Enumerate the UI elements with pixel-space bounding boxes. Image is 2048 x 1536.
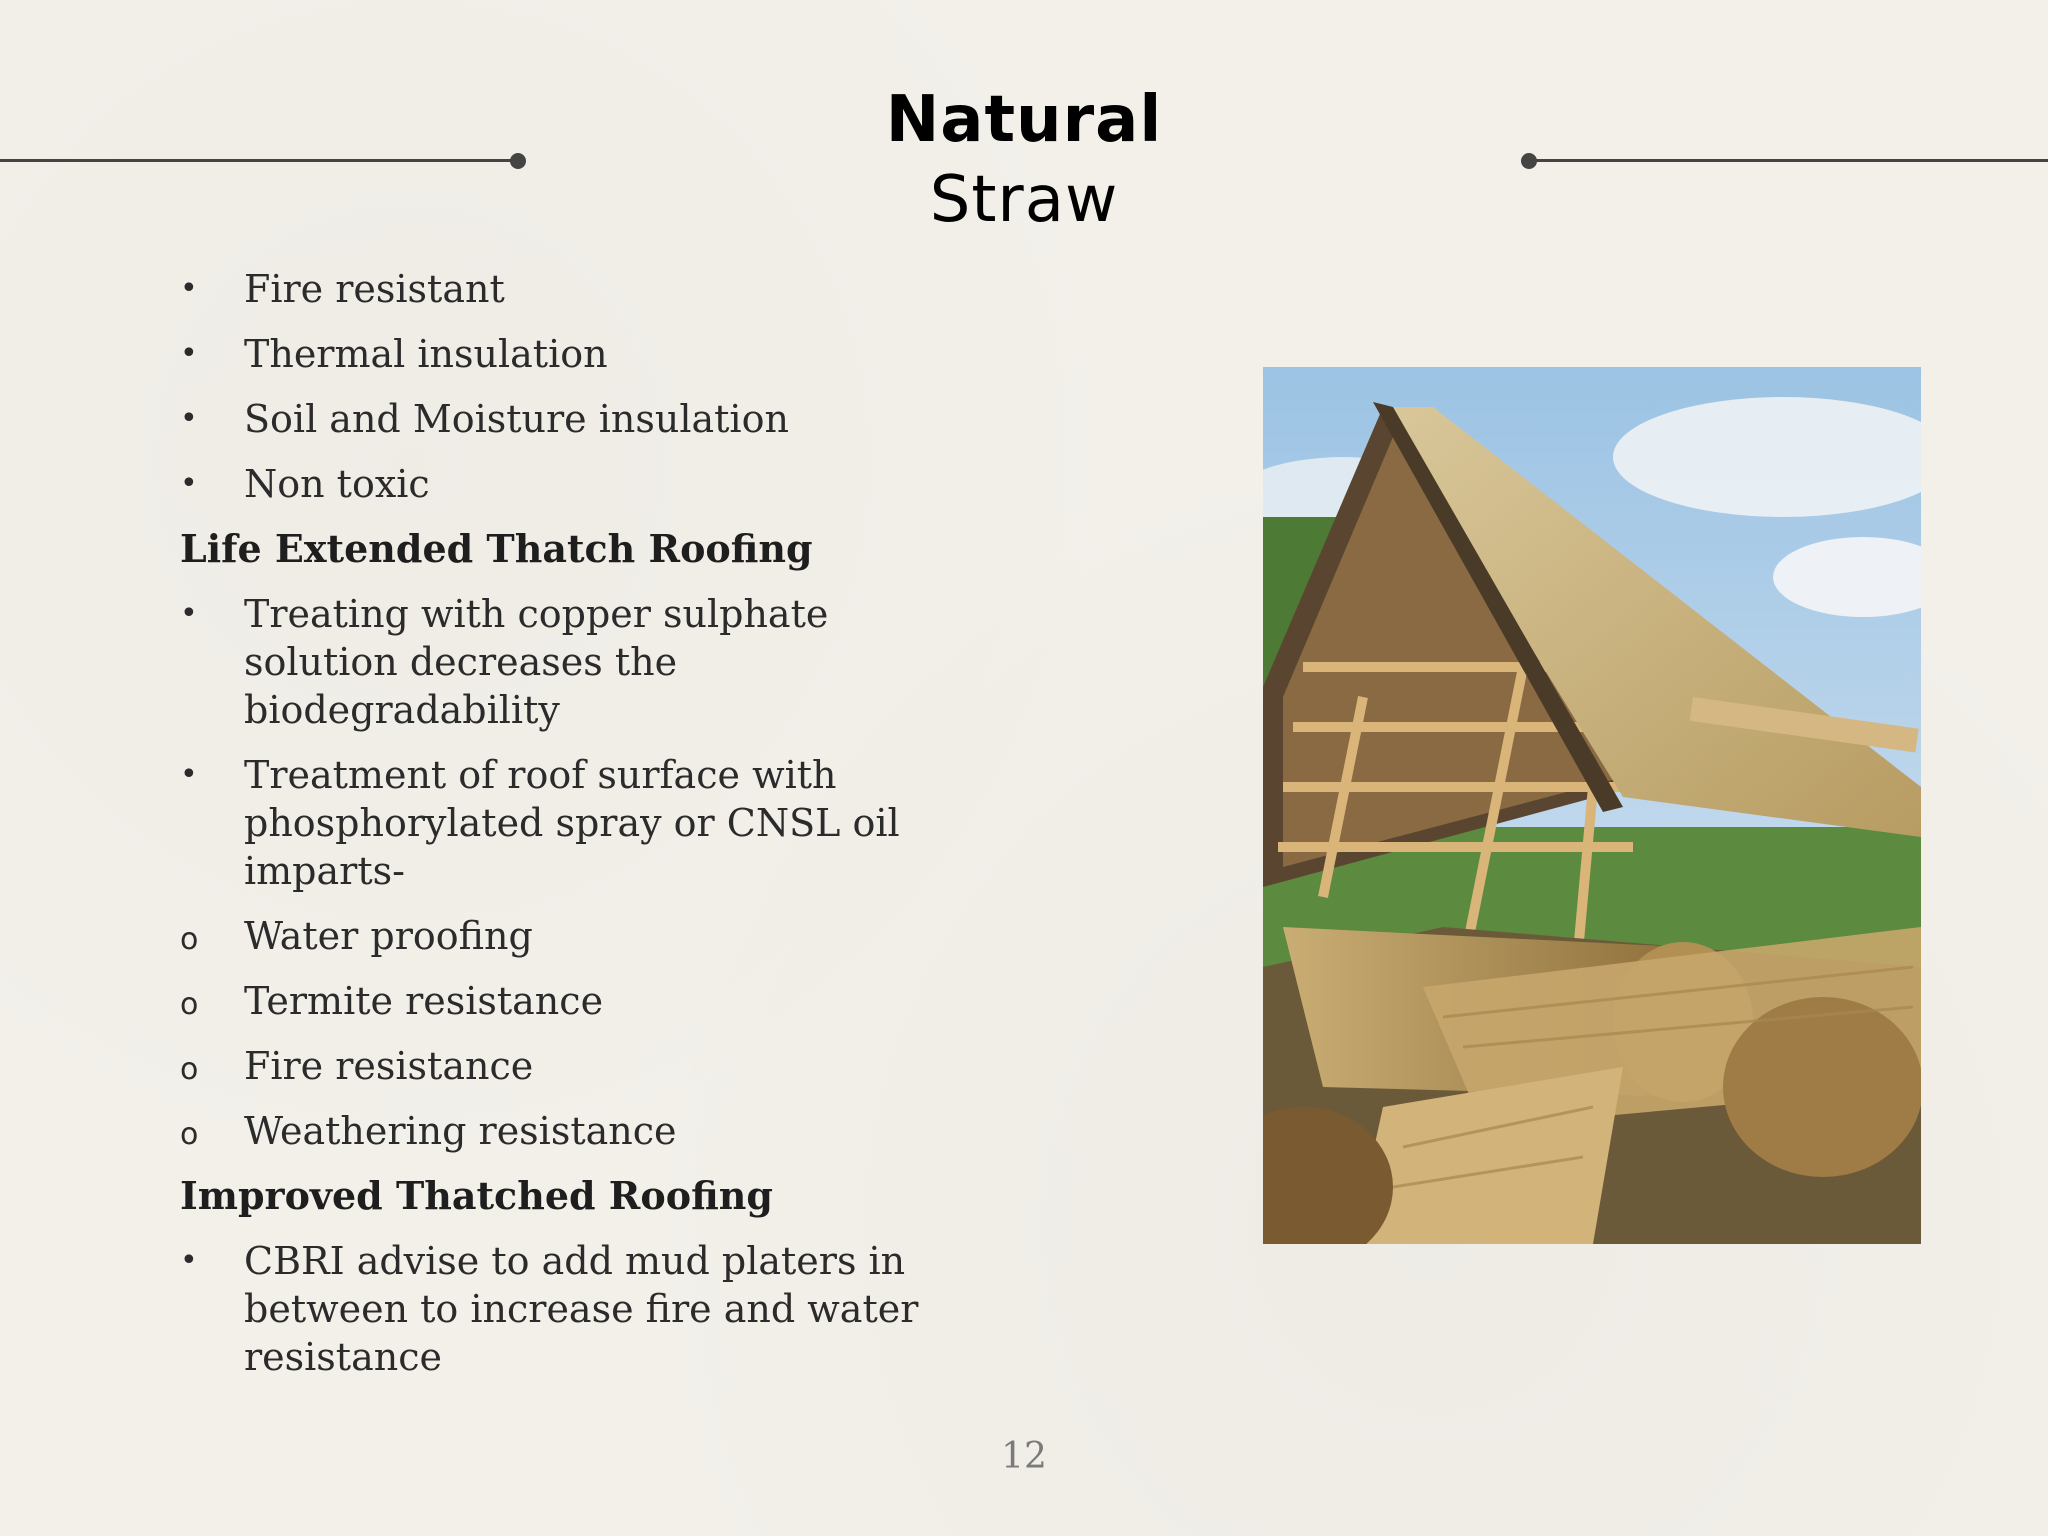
bullet-marker: • [180,596,198,631]
sub-list-item [180,912,980,960]
list-item-text: Thermal insulation [244,332,608,376]
list-item-text: Fire resistance [244,1044,534,1088]
list-item-text: Non toxic [244,462,430,506]
list-item [180,460,980,508]
bullet-marker: • [180,757,198,792]
list-item [180,751,980,895]
list-item-text: CBRI advise to add mud platers in between to increase fire and water resistance [244,1239,919,1379]
bullet-marker: • [180,271,198,306]
list-item [180,330,980,378]
list-item-text: Fire resistant [244,267,505,311]
bullet-marker: • [180,466,198,501]
list-item [180,265,980,313]
list-item-text: Soil and Moisture insulation [244,397,789,441]
section-heading-life-extended: Life Extended Thatch Roofing [180,526,813,571]
content-list [180,265,980,1398]
thatched-roof-photo [1263,367,1921,1244]
bullet-marker: • [180,401,198,436]
list-item-text: Termite resistance [244,979,604,1023]
circle-marker: o [180,1052,199,1087]
circle-marker: o [180,1117,199,1152]
page-number: 12 [1001,1436,1047,1477]
slide-title [0,78,2048,238]
title-regular: Straw [929,163,1119,237]
circle-marker: o [180,987,199,1022]
list-item-text: Treatment of roof surface with phosphorylated spray or CNSL oil imparts- [244,753,900,893]
list-item [180,590,980,734]
section-heading-improved: Improved Thatched Roofing [180,1173,773,1218]
list-item-text: Treating with copper sulphate solution decreases the biodegradability [244,592,829,732]
sub-list-item [180,1042,980,1090]
circle-marker: o [180,922,199,957]
bullet-marker: • [180,1243,198,1278]
title-bold: Natural [885,83,1163,157]
list-item [180,395,980,443]
bullet-marker: • [180,336,198,371]
list-item-text: Weathering resistance [244,1109,677,1153]
sub-list-item [180,977,980,1025]
sub-list-item [180,1107,980,1155]
list-item [180,1237,980,1381]
list-item-text: Water proofing [244,914,533,958]
